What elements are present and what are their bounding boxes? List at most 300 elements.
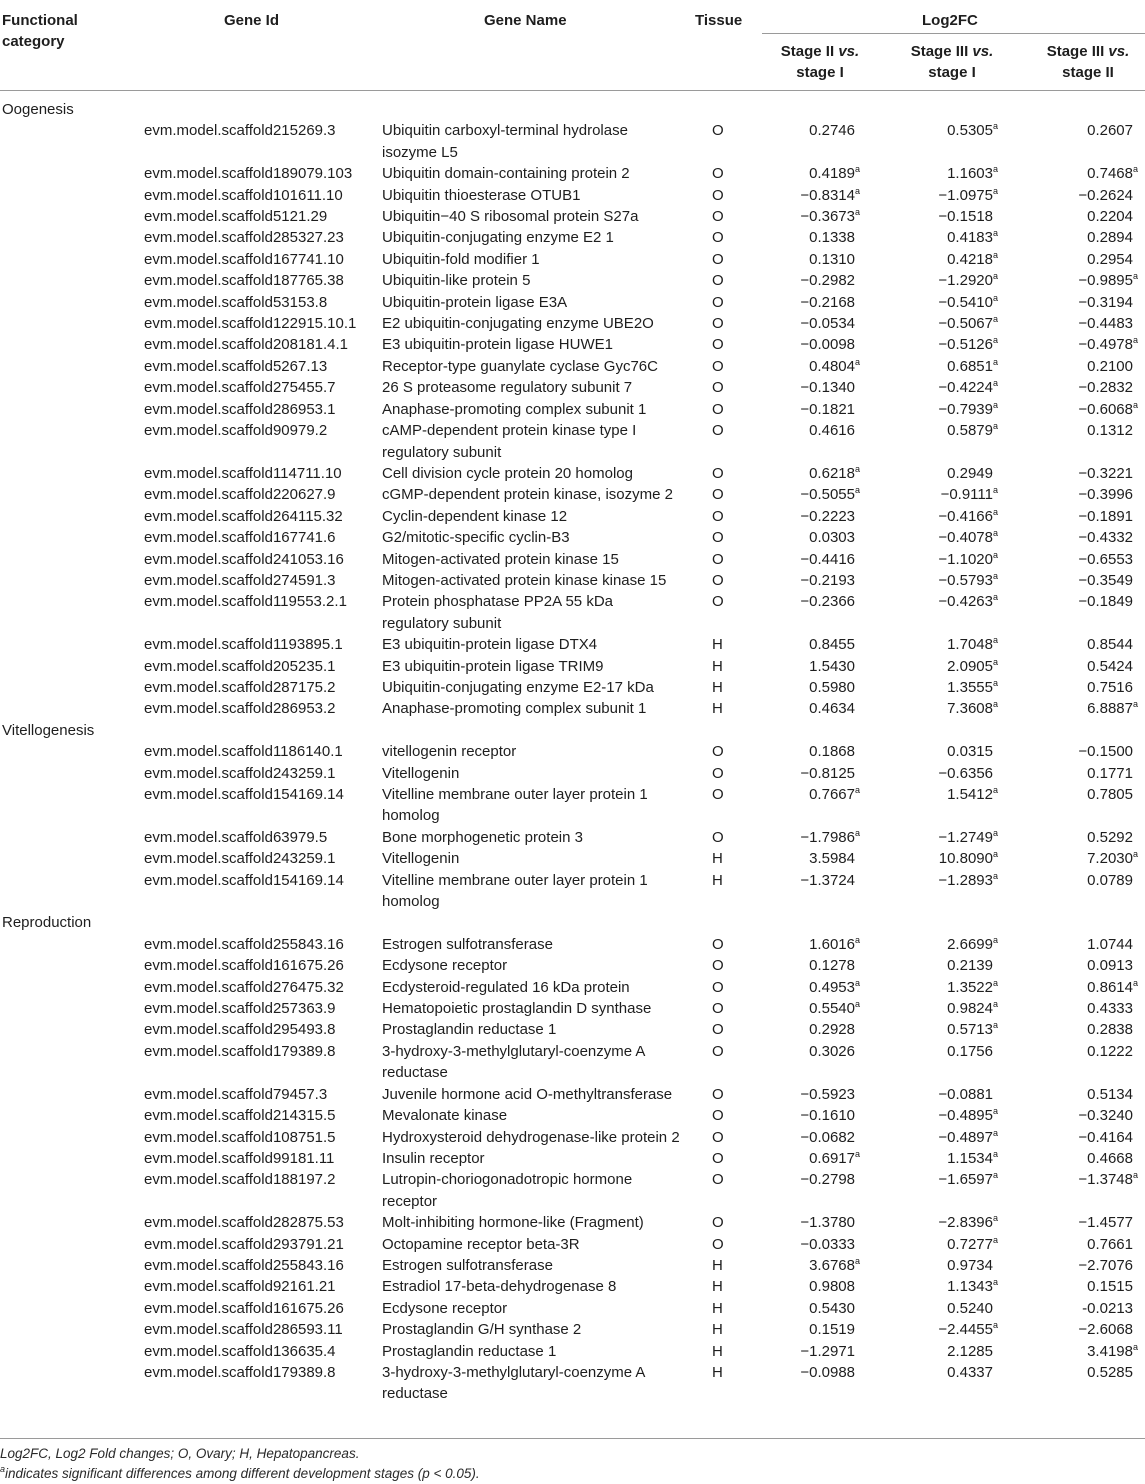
log2fc-cell [893,827,998,848]
significance-mark: a [1132,849,1138,860]
significance-mark: a [992,528,998,539]
log2fc-value: −0.1500 [1078,743,1133,761]
log2fc-value: −0.5923 [800,1085,855,1103]
gene-id-cell: evm.model.scaffold287175.2 [144,678,336,696]
gene-name-cell: Estrogen sulfotransferase [382,1256,553,1274]
log2fc-cell [770,977,860,998]
tissue-cell: O [712,507,724,525]
log2fc-cell [1030,1234,1138,1255]
log2fc-cell [893,934,998,955]
log2fc-value: 0.1338 [809,229,855,247]
log2fc-value: −1.6597 [938,1171,993,1189]
log2fc-cell [1030,1298,1138,1319]
log2fc-cell [770,292,860,313]
table-row [0,1298,1145,1319]
log2fc-cell [1030,1341,1138,1362]
log2fc-value: 0.2928 [809,1021,855,1039]
log2fc-value: 0.5713 [947,1021,993,1039]
log2fc-cell [1030,1041,1138,1062]
gene-id-cell: evm.model.scaffold220627.9 [144,486,336,504]
significance-mark: a [854,207,860,218]
tissue-cell: H [712,1299,723,1317]
table-row [0,249,1145,270]
log2fc-value: −0.4332 [1078,529,1133,547]
gene-id-cell: evm.model.scaffold286953.2 [144,700,336,718]
log2fc-cell [1030,270,1138,291]
log2fc-cell [1030,377,1138,398]
tissue-cell: O [712,1107,724,1125]
gene-id-cell: evm.model.scaffold243259.1 [144,850,336,868]
tissue-cell: O [712,293,724,311]
log2fc-value: −0.2798 [800,1171,855,1189]
gene-id-cell: evm.model.scaffold205235.1 [144,657,336,675]
log2fc-value: −0.6068 [1078,400,1133,418]
log2fc-cell [893,998,998,1019]
log2fc-value: 0.6851 [947,357,993,375]
gene-name-cell: Ubiquitin-conjugating enzyme E2-17 kDa [382,678,654,696]
log2fc-value: −1.2971 [800,1342,855,1360]
gene-id-cell: evm.model.scaffold114711.10 [144,464,342,482]
tissue-cell: O [712,250,724,268]
log2fc-cell [893,763,998,784]
log2fc-value: −1.2749 [938,828,993,846]
log2fc-cell [770,185,860,206]
gene-id-cell: evm.model.scaffold208181.4.1 [144,336,349,354]
significance-mark: a [992,421,998,432]
tissue-cell: O [712,400,724,418]
log2fc-value: −1.4577 [1078,1214,1133,1232]
header-stage3-vs-stage2 [1036,41,1140,83]
log2fc-value: 0.9824 [947,1000,993,1018]
gene-name-cell: 3-hydroxy-3-methylglutaryl-coenzyme A reductase [382,1042,645,1082]
gene-name-cell: cAMP-dependent protein kinase type I regulatory subunit [382,422,637,461]
table-row [0,741,1145,762]
log2fc-value: −0.4224 [938,379,993,397]
log2fc-cell [893,1084,998,1105]
tissue-cell: H [712,700,723,718]
log2fc-cell [1030,506,1138,527]
table-row [0,1276,1145,1297]
log2fc-cell [1030,784,1138,805]
table-row [0,420,1145,463]
log2fc-value: 0.7661 [1087,1235,1133,1253]
log2fc-cell [770,313,860,334]
significance-mark: a [1132,399,1138,410]
log2fc-cell [770,463,860,484]
gene-id-cell: evm.model.scaffold167741.6 [144,529,336,547]
log2fc-value: 0.5305 [947,122,993,140]
log2fc-value: -0.0213 [1082,1299,1133,1317]
significance-mark: a [854,485,860,496]
log2fc-value: 2.0905 [947,657,993,675]
gene-name-cell: Ubiquitin-protein ligase E3A [382,293,568,311]
footnote-significance [0,1464,1145,1484]
log2fc-cell [893,334,998,355]
header-col1-part1: Stage II [780,43,839,60]
log2fc-cell [770,206,860,227]
category-label: Reproduction [2,914,92,932]
gene-id-cell: evm.model.scaffold63979.5 [144,828,328,846]
log2fc-cell [893,420,998,441]
significance-mark: a [992,292,998,303]
gene-id-cell: evm.model.scaffold285327.23 [144,229,344,247]
gene-name-cell: Estradiol 17-beta-dehydrogenase 8 [382,1278,617,1296]
gene-name-cell: Vitellogenin [382,764,460,782]
table-row [0,484,1145,505]
gene-name-cell: Protein phosphatase PP2A 55 kDa regulatory subunit [382,593,613,632]
gene-name-cell: Anaphase-promoting complex subunit 1 [382,400,647,418]
log2fc-cell [893,1212,998,1233]
log2fc-cell [1030,741,1138,762]
log2fc-value: 6.8887 [1087,700,1133,718]
log2fc-value: 0.4804 [809,357,855,375]
tissue-cell: O [712,186,724,204]
log2fc-value: 0.2100 [1087,357,1133,375]
log2fc-value: 0.4337 [947,1363,993,1381]
log2fc-cell [893,1276,998,1297]
tissue-cell: O [712,464,724,482]
log2fc-cell [1030,1319,1138,1340]
tissue-cell: O [712,486,724,504]
significance-mark: a [854,356,860,367]
log2fc-cell [1030,206,1138,227]
log2fc-value: 0.4183 [947,229,993,247]
significance-mark: a [854,999,860,1010]
log2fc-value: 1.5412 [947,786,993,803]
header-col2-part2: stage I [928,64,976,81]
log2fc-value: 7.2030 [1087,850,1133,868]
gene-name-cell: cGMP-dependent protein kinase, isozyme 2 [382,486,673,504]
log2fc-value: −0.3221 [1078,464,1133,482]
log2fc-value: 0.0303 [809,529,855,547]
tissue-cell: O [712,1042,724,1060]
log2fc-value: −0.5126 [938,336,993,354]
tissue-cell: O [712,978,724,996]
log2fc-value: 3.4198 [1087,1342,1133,1360]
tissue-cell: O [712,229,724,247]
gene-id-cell: evm.model.scaffold136635.4 [144,1342,336,1360]
log2fc-cell [1030,677,1138,698]
log2fc-value: −0.6356 [938,764,993,782]
log2fc-value: 0.8544 [1087,636,1133,654]
log2fc-cell [893,1105,998,1126]
gene-id-cell: evm.model.scaffold255843.16 [144,935,344,953]
log2fc-cell [1030,484,1138,505]
table-row [0,292,1145,313]
gene-name-cell: Mitogen-activated protein kinase 15 [382,550,619,568]
log2fc-cell [770,998,860,1019]
log2fc-cell [893,1341,998,1362]
significance-mark: a [992,228,998,239]
log2fc-cell [770,1127,860,1148]
significance-mark: a [992,1277,998,1288]
significance-mark: a [992,335,998,346]
log2fc-value: 0.8455 [809,636,855,654]
log2fc-cell [893,484,998,505]
gene-name-cell: Ubiquitin thioesterase OTUB1 [382,186,581,204]
significance-mark: a [992,827,998,838]
log2fc-cell [1030,656,1138,677]
log2fc-cell [770,870,860,891]
log2fc-value: −0.1849 [1078,593,1133,611]
log2fc-value: 0.4616 [809,422,855,440]
log2fc-cell [1030,955,1138,976]
log2fc-cell [893,313,998,334]
significance-mark: a [854,1148,860,1159]
log2fc-cell [893,185,998,206]
significance-mark: a [992,549,998,560]
log2fc-cell [1030,1019,1138,1040]
log2fc-cell [770,1341,860,1362]
log2fc-value: 0.8614 [1087,978,1133,996]
log2fc-value: −0.0333 [800,1235,855,1253]
table-row [0,977,1145,998]
footnote-sig-text: indicates significant differences among different development stages (p < 0.05). [5,1466,480,1481]
log2fc-value: 1.1343 [947,1278,993,1296]
table-row [0,356,1145,377]
log2fc-cell [1030,549,1138,570]
header-col1-part2: stage I [796,64,844,81]
log2fc-value: −1.3724 [800,871,855,889]
log2fc-value: 0.1278 [809,957,855,975]
log2fc-cell [770,420,860,441]
gene-id-cell: evm.model.scaffold90979.2 [144,422,328,440]
tissue-cell: O [712,743,724,761]
log2fc-cell [770,527,860,548]
log2fc-value: 0.1222 [1087,1042,1133,1060]
log2fc-cell [770,377,860,398]
log2fc-value: 0.7805 [1087,786,1133,803]
log2fc-cell [893,206,998,227]
significance-mark: a [992,999,998,1010]
gene-id-cell: evm.model.scaffold108751.5 [144,1128,336,1146]
significance-mark: a [1132,335,1138,346]
tissue-cell: O [712,165,724,183]
log2fc-value: −0.4978 [1078,336,1133,354]
log2fc-cell [893,1169,998,1190]
significance-mark: a [992,1148,998,1159]
log2fc-cell [893,292,998,313]
log2fc-value: −0.5410 [938,293,993,311]
log2fc-cell [770,1105,860,1126]
log2fc-cell [893,698,998,719]
gene-id-cell: evm.model.scaffold101611.10 [144,186,343,204]
tissue-cell: O [712,957,724,975]
gene-name-cell: vitellogenin receptor [382,743,517,761]
log2fc-cell [1030,463,1138,484]
table-row [0,270,1145,291]
log2fc-value: −0.8125 [800,764,855,782]
log2fc-cell [893,549,998,570]
log2fc-value: 3.5984 [809,850,855,868]
log2fc-cell [1030,827,1138,848]
gene-name-cell: Prostaglandin reductase 1 [382,1021,557,1039]
gene-id-cell: evm.model.scaffold264115.32 [144,507,343,525]
log2fc-value: −0.4897 [938,1128,993,1146]
tissue-cell: O [712,593,724,611]
gene-name-cell: E2 ubiquitin-conjugating enzyme UBE2O [382,315,654,333]
table-row [0,1362,1145,1405]
log2fc-cell [770,484,860,505]
log2fc-cell [893,1127,998,1148]
tissue-cell: H [712,1342,723,1360]
significance-mark: a [1132,1341,1138,1352]
log2fc-value: 1.6016 [809,935,855,953]
table-row [0,463,1145,484]
log2fc-value: −0.4164 [1078,1128,1133,1146]
tissue-cell: H [712,1363,723,1381]
log2fc-value: −0.2982 [800,272,855,290]
log2fc-value: −0.8314 [800,186,855,204]
significance-mark: a [854,185,860,196]
gene-id-cell: evm.model.scaffold187765.38 [144,272,344,290]
log2fc-cell [770,506,860,527]
log2fc-value: 1.1603 [947,165,993,183]
gene-id-cell: evm.model.scaffold286593.11 [144,1321,343,1339]
log2fc-value: 0.9808 [809,1278,855,1296]
log2fc-cell [893,463,998,484]
significance-mark: a [854,164,860,175]
tissue-cell: O [712,529,724,547]
tissue-cell: H [712,1256,723,1274]
table-row [0,506,1145,527]
log2fc-value: −0.3549 [1078,571,1133,589]
log2fc-value: 0.2607 [1087,122,1133,140]
log2fc-value: −1.1020 [938,550,993,568]
log2fc-value: 0.0315 [947,743,993,761]
log2fc-cell [770,591,860,612]
gene-name-cell: Vitellogenin [382,850,460,868]
log2fc-value: 0.9734 [947,1256,993,1274]
log2fc-cell [770,227,860,248]
log2fc-value: 2.1285 [947,1342,993,1360]
log2fc-cell [893,356,998,377]
header-log2fc: Log2FC [922,12,978,29]
log2fc-cell [1030,1276,1138,1297]
log2fc-cell [770,549,860,570]
significance-mark: a [992,121,998,132]
log2fc-value: 1.3555 [947,678,993,696]
log2fc-cell [893,120,998,141]
gene-name-cell: 26 S proteasome regulatory subunit 7 [382,379,633,397]
gene-name-cell: 3-hydroxy-3-methylglutaryl-coenzyme A reductase [382,1363,645,1403]
log2fc-cell [893,1319,998,1340]
table-row [0,698,1145,719]
log2fc-cell [893,1148,998,1169]
log2fc-value: −0.1340 [800,379,855,397]
table-row [0,313,1145,334]
gene-id-cell: evm.model.scaffold282875.53 [144,1214,344,1232]
log2fc-value: −1.7986 [800,828,855,846]
log2fc-cell [893,163,998,184]
log2fc-cell [770,827,860,848]
log2fc-cell [1030,249,1138,270]
log2fc-cell [893,527,998,548]
gene-name-cell: Estrogen sulfotransferase [382,935,553,953]
log2fc-cell [893,955,998,976]
log2fc-cell [1030,1127,1138,1148]
log2fc-cell [1030,313,1138,334]
gene-name-cell: Hematopoietic prostaglandin D synthase [382,1000,652,1018]
gene-id-cell: evm.model.scaffold215269.3 [144,122,336,140]
log2fc-cell [1030,292,1138,313]
log2fc-cell [1030,1148,1138,1169]
significance-mark: a [1132,164,1138,175]
table-row [0,934,1145,955]
table-row [0,1255,1145,1276]
log2fc-value: 0.7667 [809,786,855,803]
tissue-cell: O [712,828,724,846]
table-row [0,634,1145,655]
category-label: Oogenesis [2,101,74,118]
log2fc-value: −0.9895 [1078,272,1133,290]
log2fc-cell [770,1169,860,1190]
table-row [0,570,1145,591]
log2fc-cell [770,741,860,762]
log2fc-cell [1030,227,1138,248]
footnote-sig-mark: a [0,1464,6,1474]
log2fc-cell [893,399,998,420]
gene-name-cell: Vitelline membrane outer layer protein 1 homolog [382,871,648,911]
gene-name-cell: Octopamine receptor beta-3R [382,1235,580,1253]
log2fc-cell [1030,527,1138,548]
significance-mark: a [992,1234,998,1245]
log2fc-cell [770,249,860,270]
significance-mark: a [992,1320,998,1331]
gene-id-cell: evm.model.scaffold5121.29 [144,208,328,226]
log2fc-value: −0.5055 [800,486,855,504]
significance-mark: a [992,699,998,710]
significance-mark: a [854,827,860,838]
header-col2-part1: Stage III [910,43,973,60]
log2fc-cell [893,1362,998,1383]
log2fc-value: −0.2832 [1078,379,1133,397]
gene-id-cell: evm.model.scaffold214315.5 [144,1107,336,1125]
log2fc-value: −1.3748 [1078,1171,1133,1189]
table-row [0,1148,1145,1169]
log2fc-value: 0.5430 [809,1299,855,1317]
table-row [0,1127,1145,1148]
log2fc-value: 1.7048 [947,636,993,654]
log2fc-value: 1.1534 [947,1149,993,1167]
significance-mark: a [992,314,998,325]
log2fc-value: −2.7076 [1078,1256,1133,1274]
gene-name-cell: Juvenile hormone acid O-methyltransferase [382,1085,673,1103]
log2fc-value: −0.0881 [938,1085,993,1103]
significance-mark: a [992,506,998,517]
tissue-cell: O [712,1000,724,1018]
results-table [0,6,1145,1405]
table-row [0,1319,1145,1340]
header-functional-category: Functional category [2,12,78,50]
table-row [0,206,1145,227]
tissue-cell: O [712,379,724,397]
table-row [0,955,1145,976]
significance-mark: a [992,485,998,496]
significance-mark: a [992,249,998,260]
log2fc-value: 0.1515 [1087,1278,1133,1296]
gene-id-cell: evm.model.scaffold243259.1 [144,764,336,782]
table-row [0,656,1145,677]
header-stage3-vs-stage1 [902,41,1002,83]
tissue-cell: O [712,935,724,953]
category-label: Vitellogenesis [2,721,95,739]
log2fc-value: 0.1312 [1087,422,1133,440]
significance-mark: a [1132,271,1138,282]
log2fc-value: 0.2139 [947,957,993,975]
log2fc-cell [770,1298,860,1319]
log2fc-value: −0.7939 [938,400,993,418]
